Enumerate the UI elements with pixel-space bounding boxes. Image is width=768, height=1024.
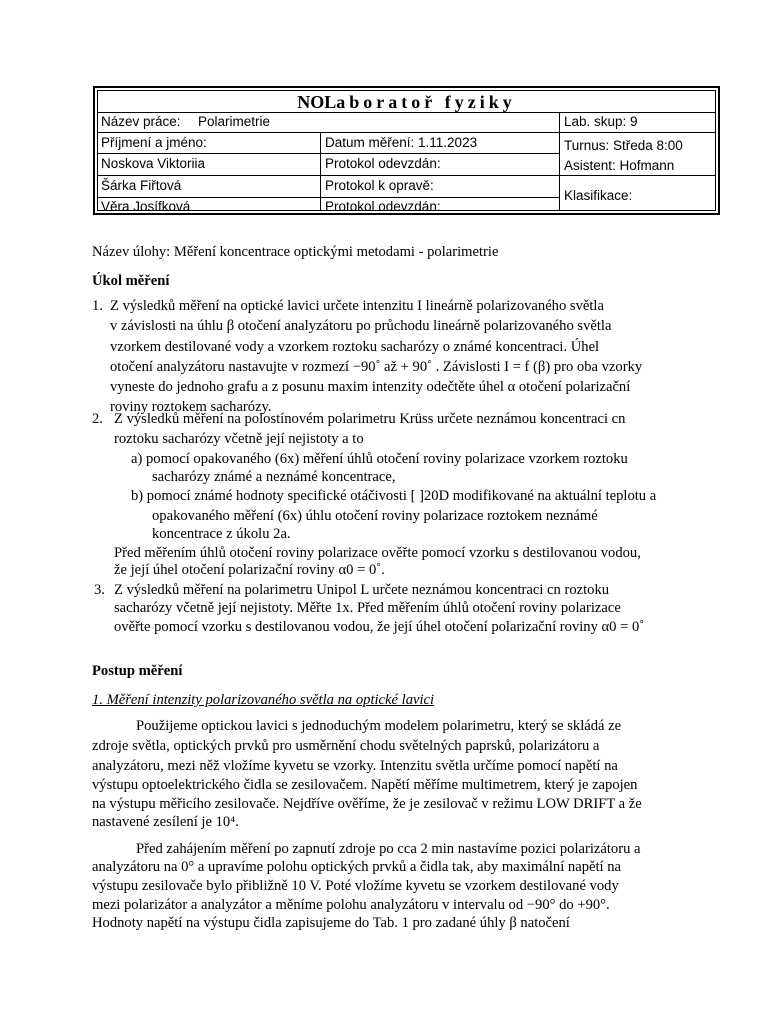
- item2-line: roztoku sacharózy včetně její nejistoty a to: [114, 431, 364, 447]
- item2-note-line: že její úhel otočení polarizační roviny α0 = 0˚.: [114, 562, 385, 578]
- header-table: [93, 86, 720, 215]
- item3-line: sacharózy včetně její nejistoty. Měřte 1x. Před měřením úhlů otočení roviny polarizace: [114, 600, 621, 616]
- para1-line: analyzátoru, mezi něž vložíme kyvetu se vzorky. Intenzitu světla určíme pomocí napětí na: [92, 758, 618, 774]
- para2-line: Před zahájením měření po zapnutí zdroje po cca 2 min nastavíme pozici polarizátoru a: [136, 841, 641, 857]
- item1-line: v závislosti na úhlu β otočení analyzátoru po průchodu lineárně polarizovaného světla: [110, 318, 612, 335]
- protokol-k-oprave: Protokol k opravě:: [325, 178, 434, 193]
- student-name-3: Věra Josífková: [101, 199, 191, 214]
- para1-line: zdroje světla, optických prvků pro usměrnění chodu světelných paprsků, polarizátoru a: [92, 738, 600, 754]
- item1-number: 1.: [92, 298, 103, 314]
- lab-title: NOLaboratoř fyziky: [297, 92, 516, 112]
- item1-line: otočení analyzátoru nastavujte v rozmezí −90˚ až + 90˚ . Závislosti I = f (β) pro oba vzorky: [110, 358, 643, 375]
- item2-b-line: opakovaného měření (6x) úhlu otočení roviny polarizace roztokem neznámé: [152, 508, 598, 524]
- para2-line: Hodnoty napětí na výstupu čidla zapisujeme do Tab. 1 pro zadané úhly β natočení: [92, 915, 570, 931]
- datum-mereni: Datum měření: 1.11.2023: [325, 135, 478, 150]
- item3-line: Z výsledků měření na polarimetru Unipol L určete neznámou koncentraci cn roztoku: [114, 582, 610, 598]
- para2-line: analyzátoru na 0° a upravíme polohu optických prvků a čidla tak, aby maximální napětí na: [92, 859, 622, 875]
- item2-a-line: a) pomocí opakovaného (6x) měření úhlů otočení roviny polarizace vzorkem roztoku: [131, 451, 628, 467]
- item2-b-line: koncentrace z úkolu 2a.: [152, 526, 291, 542]
- nazev-prace-value: Polarimetrie: [198, 114, 271, 129]
- item2-a-line: sacharózy známé a neznámé koncentrace,: [152, 469, 396, 485]
- section-subheading: 1. Měření intenzity polarizovaného světla na optické lavici: [92, 692, 435, 708]
- vline: [320, 132, 321, 210]
- para2-line: mezi polarizátor a analyzátor a měníme polohu analyzátoru v intervalu od −90° do +90°.: [92, 897, 610, 913]
- protokol-odevzdan-1: Protokol odevzdán:: [325, 156, 441, 171]
- item2-line: Z výsledků měření na polostínovém polarimetru Krüss určete neznámou koncentraci cn: [114, 411, 626, 427]
- protokol-odevzdan-2: Protokol odevzdán:: [325, 199, 441, 214]
- vline: [559, 112, 560, 210]
- nazev-prace-label: Název práce:: [101, 114, 181, 129]
- item2-note-line: Před měřením úhlů otočení roviny polarizace ověřte pomocí vzorku s destilovanou vodou,: [114, 545, 641, 561]
- item1-line: vyneste do jednoho grafu a z posunu maxim intenzity odečtěte úhel α otočení polarizační: [110, 379, 631, 396]
- item2-b-line: b) pomocí známé hodnoty specifické otáčivosti [ ]20D modifikované na aktuální teplotu a: [131, 488, 657, 504]
- para1-line: na výstupu měřicího zesilovače. Nejdříve ověříme, že je zesilovač v režimu LOW DRIFT a že: [92, 796, 642, 812]
- klasifikace: Klasifikace:: [564, 188, 633, 203]
- prijmeni-label: Příjmení a jméno:: [101, 135, 207, 150]
- item1-line: vzorkem destilované vody a vzorkem roztoku sacharózy o známé koncentraci. Úhel: [110, 338, 600, 355]
- student-name-1: Noskova Viktoriia: [101, 156, 206, 171]
- item3-line: ověřte pomocí vzorku s destilovanou vodou, že její úhel otočení polarizační roviny α0 = 0˚: [114, 619, 645, 635]
- student-name-2: Šárka Fiřtová: [101, 178, 182, 193]
- postup-heading: Postup měření: [92, 663, 183, 679]
- asistent: Asistent: Hofmann: [564, 158, 675, 173]
- para1-line: nastavené zesílení je 10⁴.: [92, 814, 239, 830]
- item2-number: 2.: [92, 411, 103, 427]
- lab-skupina: Lab. skup: 9: [564, 114, 638, 129]
- item1-line: Z výsledků měření na optické lavici určete intenzitu I lineárně polarizovaného světla: [110, 298, 604, 314]
- item1-line: roviny roztokem sacharózy.: [110, 399, 272, 416]
- header-inner-border: [97, 90, 716, 214]
- para1-line: Použijeme optickou lavici s jednoduchým modelem polarimetru, který se skládá ze: [136, 718, 622, 734]
- turnus: Turnus: Středa 8:00: [564, 138, 683, 153]
- para2-line: výstupu zesilovače bylo přibližně 10 V. Poté vložíme kyvetu se vzorkem destilované vody: [92, 878, 619, 894]
- item1-text: [110, 296, 676, 418]
- ukol-heading: Úkol měření: [92, 273, 170, 289]
- task-name: Název úlohy: Měření koncentrace optickými metodami - polarimetrie: [92, 244, 499, 260]
- para1-line: výstupu optoelektrického čidla se zesilovačem. Napětí měříme multimetrem, který je zapojen: [92, 777, 638, 793]
- item3-number: 3.: [94, 582, 105, 598]
